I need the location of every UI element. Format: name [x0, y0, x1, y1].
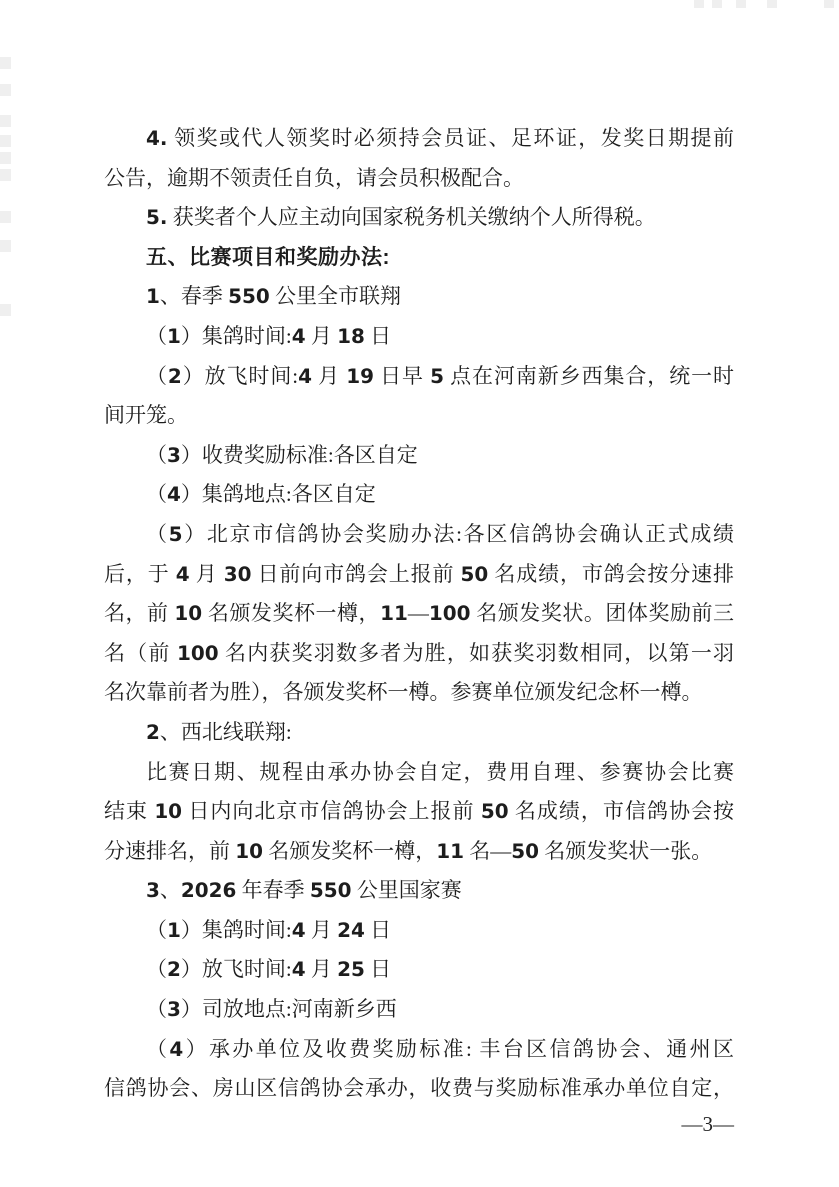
- paragraph-item-1-sub-3: [104, 436, 734, 476]
- scan-artifact: [0, 135, 11, 147]
- scan-artifact: [712, 0, 722, 8]
- scan-artifact: [736, 0, 746, 8]
- text-line: 后，于 4 月 30 日前向市鸽会上报前 50 名成绩，市鸽会按分速排: [104, 561, 735, 586]
- text-line: 五、比赛项目和奖励办法:: [146, 245, 390, 269]
- text-line: 分速排名，前 10 名颁发奖杯一樽，11 名—50 名颁发奖状一张。: [104, 838, 713, 863]
- digit-run: 10: [235, 838, 263, 863]
- text-line: 信鸽协会、房山区信鸽协会承办，收费与奖励标准承办单位自定，: [104, 1076, 734, 1101]
- digit-run: 4.: [146, 126, 168, 150]
- digit-run: 5: [430, 363, 444, 388]
- paragraph-item-1-sub-2: [104, 357, 734, 436]
- text-line: 5. 获奖者个人应主动向国家税务机关缴纳个人所得税。: [146, 205, 656, 230]
- digit-run: 18: [337, 323, 365, 348]
- digit-run: 30: [223, 561, 252, 586]
- text-line: （2）放飞时间:4 月 25 日: [146, 957, 392, 982]
- paragraph-item-1-sub-1: [104, 317, 734, 357]
- paragraph-item-1-title: [104, 277, 734, 317]
- digit-run: 550: [309, 878, 352, 903]
- scan-artifact: [0, 169, 11, 181]
- text-line: 公告，逾期不领责任自负，请会员积极配合。: [104, 165, 524, 190]
- digit-run: 4: [167, 482, 181, 507]
- scan-artifact: [0, 240, 11, 252]
- digit-run: 10: [154, 799, 183, 824]
- document-body: [104, 119, 734, 1109]
- text-line: 名（前 100 名内获奖羽数多者为胜，如获奖羽数相同，以第一羽: [104, 640, 735, 665]
- digit-run: 2026: [180, 878, 237, 903]
- paragraph-item-3-sub-2: [104, 950, 734, 990]
- digit-run: 3: [146, 878, 160, 903]
- scan-artifact: [0, 152, 11, 164]
- scan-artifact: [0, 57, 11, 69]
- paragraph-item-3-sub-1: [104, 911, 734, 951]
- digit-run: 19: [346, 363, 374, 388]
- digit-run: 4: [291, 323, 306, 348]
- paragraph-item-3-sub-3: [104, 990, 734, 1030]
- digit-run: 2: [167, 957, 181, 982]
- scan-artifact: [0, 211, 11, 223]
- text-line: 名，前 10 名颁发奖杯一樽，11—100 名颁发奖状。团体奖励前三: [104, 601, 735, 626]
- digit-run: 3: [167, 997, 181, 1022]
- scan-artifact: [824, 0, 834, 8]
- text-line: 比赛日期、规程由承办协会自定，费用自理、参赛协会比赛: [146, 759, 734, 784]
- digit-run: 4: [291, 957, 306, 982]
- digit-run: 50: [480, 799, 509, 824]
- scan-artifact: [0, 304, 11, 316]
- text-line: （3）司放地点:河南新乡西: [146, 997, 397, 1022]
- text-line: 3、2026 年春季 550 公里国家赛: [146, 878, 462, 903]
- paragraph-section-5-heading: [104, 238, 734, 278]
- page-number: —3—: [681, 1111, 734, 1136]
- digit-run: 3: [167, 442, 181, 467]
- digit-run: 50: [511, 838, 539, 863]
- text-line: 结束 10 日内向北京市信鸽协会上报前 50 名成绩，市信鸽协会按: [104, 799, 735, 824]
- digit-run: 5: [168, 521, 183, 546]
- digit-run: 100: [428, 601, 471, 626]
- digit-run: 25: [337, 957, 365, 982]
- text-line: （1）集鸽时间:4 月 24 日: [146, 917, 392, 942]
- digit-run: 10: [174, 601, 203, 626]
- scan-artifact: [694, 0, 704, 8]
- text-line: 1、春季 550 公里全市联翔: [146, 284, 401, 309]
- digit-run: 1: [146, 284, 160, 309]
- text-line: （4）承办单位及收费奖励标准: 丰台区信鸽协会、通州区: [146, 1036, 735, 1061]
- digit-run: 1: [167, 323, 181, 348]
- digit-run: 4: [298, 363, 312, 388]
- text-line: 2、西北线联翔:: [146, 719, 292, 744]
- digit-run: 11: [436, 838, 464, 863]
- digit-run: 2: [167, 363, 182, 388]
- digit-run: 5.: [146, 205, 168, 230]
- digit-run: 1: [167, 917, 181, 942]
- paragraph-item-2-body: [104, 753, 734, 872]
- text-line: （3）收费奖励标准:各区自定: [146, 442, 418, 467]
- paragraph-item-1-sub-5: [104, 515, 734, 713]
- text-line: （2）放飞时间:4 月 19 日早 5 点在河南新乡西集合，统一时: [146, 363, 735, 388]
- digit-run: 11: [380, 601, 408, 626]
- digit-run: 50: [460, 561, 489, 586]
- digit-run: 2: [146, 719, 160, 744]
- scan-artifact: [767, 0, 777, 8]
- paragraph-item-3-title: [104, 871, 734, 911]
- digit-run: 4: [169, 1036, 184, 1061]
- paragraph-item-3-sub-4: [104, 1030, 734, 1109]
- digit-run: 4: [291, 917, 306, 942]
- text-line: 名次靠前者为胜），各颁发奖杯一樽。参赛单位颁发纪念杯一樽。: [104, 680, 703, 705]
- digit-run: 4: [175, 561, 190, 586]
- text-line: 4. 领奖或代人领奖时必须持会员证、足环证，发奖日期提前: [146, 126, 734, 150]
- text-line: （4）集鸽地点:各区自定: [146, 482, 376, 507]
- scan-artifact: [0, 84, 11, 96]
- paragraph-item-2-title: [104, 713, 734, 753]
- digit-run: 24: [337, 917, 365, 942]
- scan-artifact: [0, 115, 11, 127]
- digit-run: 100: [176, 640, 219, 665]
- paragraph-rule-4: [104, 119, 734, 198]
- document-text-block: [104, 119, 734, 1137]
- text-line: 间开笼。: [104, 403, 188, 428]
- text-line: （1）集鸽时间:4 月 18 日: [146, 323, 392, 348]
- paragraph-item-1-sub-4: [104, 475, 734, 515]
- digit-run: 550: [228, 284, 270, 309]
- paragraph-rule-5: [104, 198, 734, 238]
- text-line: （5）北京市信鸽协会奖励办法:各区信鸽协会确认正式成绩: [146, 521, 734, 546]
